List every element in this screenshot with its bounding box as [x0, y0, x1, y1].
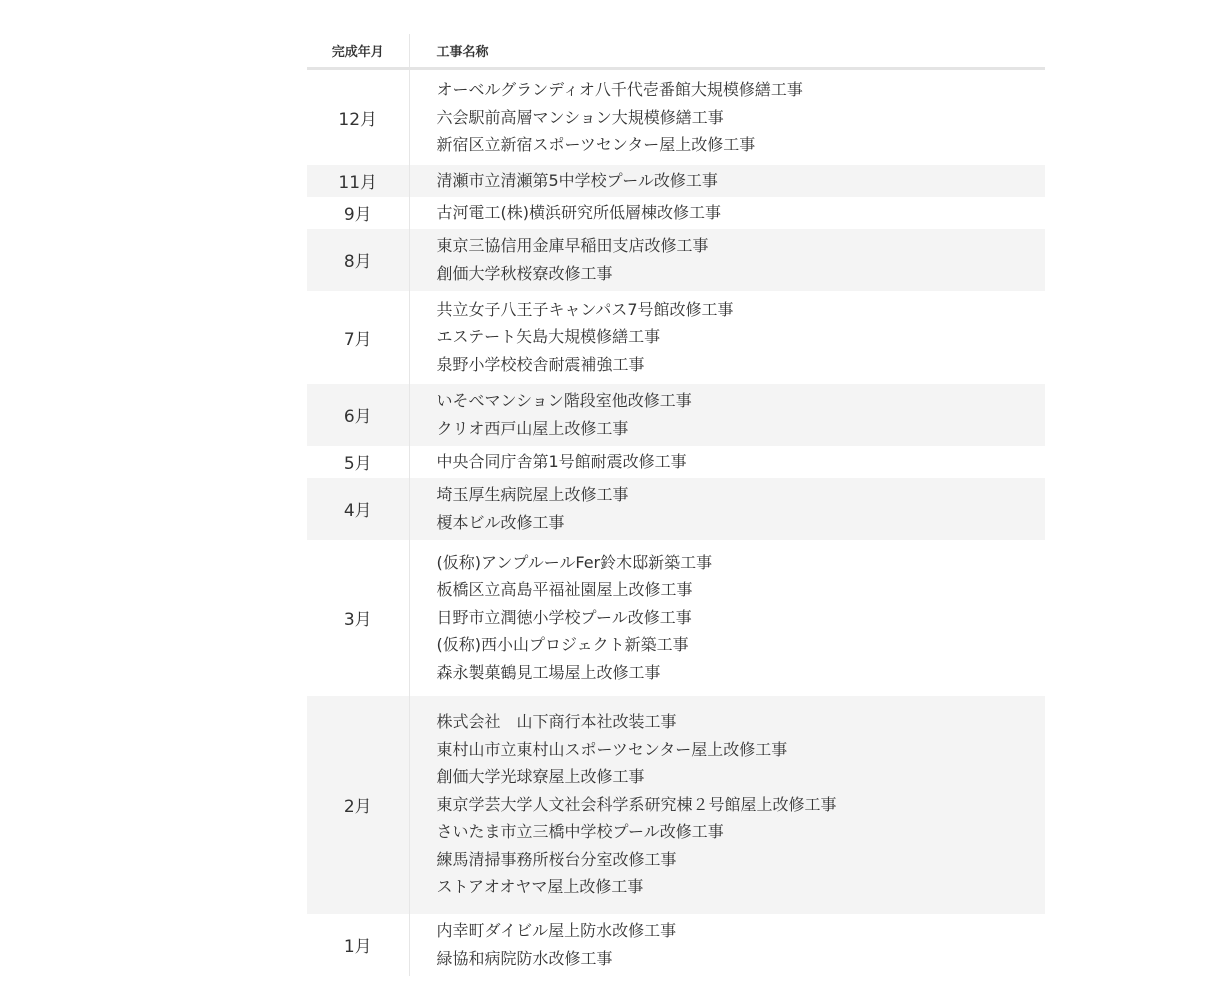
work-name: 共立女子八王子キャンパス7号館改修工事	[436, 299, 734, 319]
table-row	[307, 540, 1045, 696]
work-name: 古河電工(株)横浜研究所低層棟改修工事	[436, 202, 721, 222]
table-row	[307, 696, 1045, 914]
work-name: 東村山市立東村山スポーツセンター屋上改修工事	[436, 739, 788, 759]
month-cell: 7月	[307, 291, 409, 384]
work-names-cell	[409, 291, 1045, 384]
work-name: 森永製菓鶴見工場屋上改修工事	[436, 662, 661, 682]
work-name: 株式会社 山下商行本社改装工事	[436, 712, 677, 732]
table-row	[307, 165, 1045, 197]
construction-works-table	[307, 34, 1045, 976]
work-name: 泉野小学校校舎耐震補強工事	[436, 354, 645, 374]
month-cell: 6月	[307, 384, 409, 446]
work-name: 創価大学光球寮屋上改修工事	[436, 767, 645, 787]
table-row	[307, 384, 1045, 446]
work-name: クリオ西戸山屋上改修工事	[436, 418, 629, 438]
work-name: エステート矢島大規模修繕工事	[436, 327, 661, 347]
work-name: 東京三協信用金庫早稲田支店改修工事	[436, 236, 709, 255]
work-name: 榎本ビル改修工事	[436, 512, 565, 532]
table-row	[307, 69, 1045, 165]
work-names-cell	[409, 229, 1045, 291]
work-name: さいたま市立三橋中学校プール改修工事	[436, 822, 724, 842]
work-names-cell	[409, 914, 1045, 976]
work-name: オーベルグランディオ八千代壱番館大規模修繕工事	[436, 80, 803, 99]
month-cell: 2月	[307, 696, 409, 914]
month-cell: 8月	[307, 229, 409, 291]
month-cell: 9月	[307, 197, 409, 229]
work-name: 創価大学秋桜寮改修工事	[436, 263, 613, 283]
work-name: 緑協和病院防水改修工事	[436, 948, 613, 968]
table-body	[307, 69, 1045, 976]
table-row	[307, 478, 1045, 540]
month-cell: 3月	[307, 540, 409, 696]
work-names-cell	[409, 197, 1045, 229]
work-name: (仮称)西小山プロジェクト新築工事	[436, 635, 689, 655]
work-names-cell	[409, 165, 1045, 197]
work-names-cell	[409, 696, 1045, 914]
work-name: 六会駅前高層マンション大規模修繕工事	[436, 107, 724, 127]
work-name: 埼玉厚生病院屋上改修工事	[436, 485, 629, 504]
name-column-header: 工事名称	[409, 34, 1045, 69]
work-name: 新宿区立新宿スポーツセンター屋上改修工事	[436, 135, 756, 154]
work-names-cell	[409, 540, 1045, 696]
month-cell: 4月	[307, 478, 409, 540]
work-names-cell	[409, 69, 1045, 165]
work-name: 中央合同庁舎第1号館耐震改修工事	[436, 451, 687, 471]
table-row	[307, 197, 1045, 229]
work-name: 内幸町ダイビル屋上防水改修工事	[436, 921, 677, 940]
table-row	[307, 229, 1045, 291]
work-name: 清瀬市立清瀬第5中学校プール改修工事	[436, 170, 718, 190]
work-name: (仮称)アンプルールFer鈴木邸新築工事	[436, 552, 713, 572]
table-row	[307, 914, 1045, 976]
month-cell: 5月	[307, 446, 409, 478]
work-name: いそべマンション階段室他改修工事	[436, 391, 692, 410]
table-row	[307, 291, 1045, 384]
month-cell: 12月	[307, 69, 409, 165]
table-header-row	[307, 34, 1045, 69]
work-names-cell	[409, 446, 1045, 478]
work-name: 東京学芸大学人文社会科学系研究棟２号館屋上改修工事	[436, 794, 837, 814]
work-names-cell	[409, 384, 1045, 446]
month-cell: 1月	[307, 914, 409, 976]
work-name: 練馬清掃事務所桜台分室改修工事	[436, 849, 677, 869]
work-name: 日野市立潤徳小学校プール改修工事	[436, 607, 692, 627]
month-column-header: 完成年月	[307, 34, 409, 69]
work-name: 板橋区立高島平福祉園屋上改修工事	[436, 580, 693, 600]
work-names-cell	[409, 478, 1045, 540]
work-name: ストアオオヤマ屋上改修工事	[436, 877, 644, 897]
month-cell: 11月	[307, 165, 409, 197]
table-row	[307, 446, 1045, 478]
